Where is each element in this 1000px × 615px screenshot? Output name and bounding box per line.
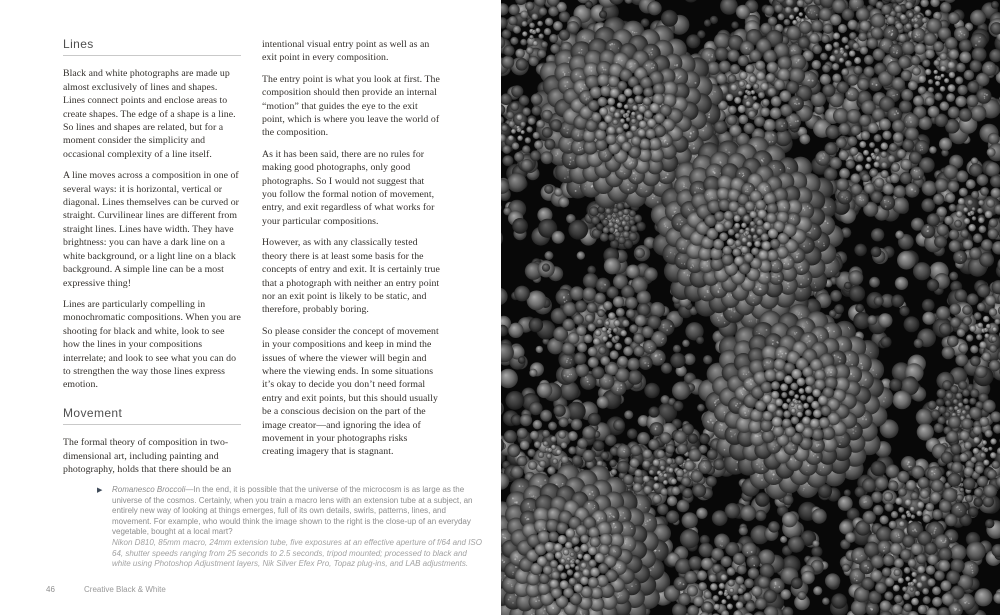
section-heading-lines: Lines: [63, 38, 241, 56]
text-column-2: [262, 38, 440, 467]
caption-arrow-icon: ▶: [97, 487, 103, 494]
caption-tech-note: Nikon D810, 85mm macro, 24mm extension tube, five exposures at an effective aperture of f/64 and ISO 64, shutter speeds ranging from 25 seconds to 2.5 seconds, tripod mounted; processed to black and white using Photoshop Adjustment layers, Nik Silver Efex Pro, Topaz plug-ins, and LAB adjustments.: [112, 537, 482, 569]
body-paragraph: However, as with any classically tested theory there is at least some basis for the concepts of entry and exit. It is certainly true that a photograph with neither an entry point nor an exit point is likely to be static, and therefore, probably boring.: [262, 237, 440, 316]
caption-body: [112, 485, 484, 538]
body-paragraph: The entry point is what you look at first. The composition should then provide an internal “motion” that guides the eye to the exit point, which is where you leave the world of the composition.: [262, 73, 440, 139]
body-paragraph: As it has been said, there are no rules for making good photographs, only good photographs. So I would not suggest that you follow the formal notion of movement, entry, and exit regardless of what works for your particular compositions.: [262, 148, 435, 227]
body-paragraph: intentional visual entry point as well as an exit point in every composition.: [262, 39, 430, 64]
caption-title: Romanesco Broccoli: [112, 485, 186, 494]
caption-text: —In the end, it is possible that the universe of the microcosm is as large as the universe of the cosmos. Certainly, when you train a macro lens with an extension tube at a subject, an entirely new way of looking at things emerges, full of its own details, swirls, patterns, lines, and movement. For example, who would think the image shown to the right is the close-up of an everyday vegetable, bought at a local mart?: [112, 485, 473, 537]
body-paragraph: The formal theory of composition in two-dimensional art, including painting and photography, holds that there should be an: [63, 437, 232, 475]
body-paragraph: Lines are particularly compelling in monochromatic compositions. When you are shooting for black and white, look to see how the lines in your compositions interrelate; and look to see what you can do to strengthen the way those lines express emotion.: [63, 298, 241, 391]
body-paragraph: Black and white photographs are made up almost exclusively of lines and shapes. Lines connect points and enclose areas to create shapes. The edge of a shape is a line. So lines and shapes are related, but for a moment consider the simplicity and occasional complexity of a line itself.: [63, 68, 236, 160]
page-footer: [0, 585, 500, 599]
photo-caption: [112, 485, 484, 570]
section-heading-movement: Movement: [63, 407, 241, 425]
book-title: Creative Black & White: [84, 585, 166, 594]
romanesco-photo: [501, 0, 1000, 615]
right-page: [501, 0, 1000, 615]
text-column-1: [63, 38, 241, 484]
page-number: 46: [46, 585, 55, 594]
body-paragraph: So please consider the concept of movement in your compositions and keep in mind the issues of where the viewer will begin and where the viewing ends. In some situations it’s okay to decide you don’t need formal entry and exit points, but this should usually be a conscious decision on the part of the image creator—and ignoring the idea of movement in your photographs risks creating imagery that is stagnant.: [262, 325, 439, 458]
body-paragraph: A line moves across a composition in one of several ways: it is horizontal, vertical or diagonal. Lines themselves can be curved or straight. Curvilinear lines are different from straight lines. Lines have width. They have brightness: you can have a dark line on a white background, or a light line on a black background. A simple line can be a most expressive thing!: [63, 170, 239, 289]
